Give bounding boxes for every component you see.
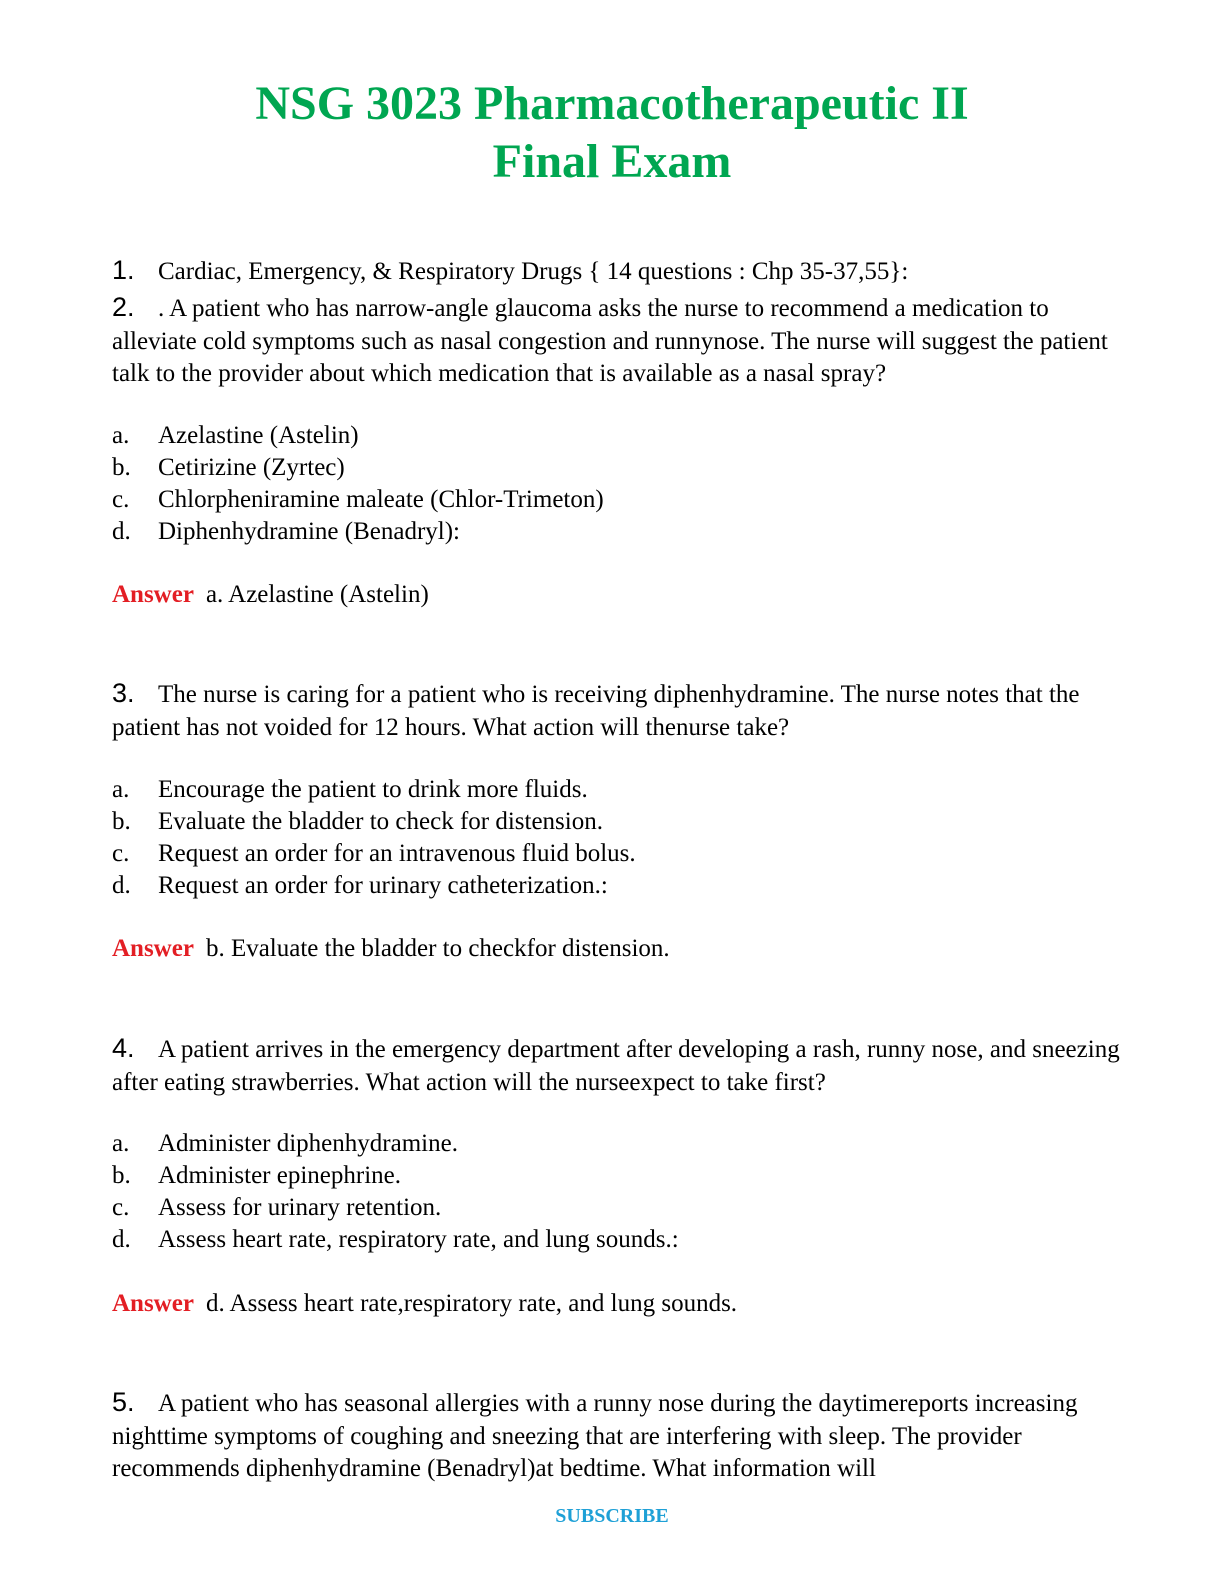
question-number: 3. xyxy=(112,678,135,708)
option-text: Cetirizine (Zyrtec) xyxy=(158,454,345,481)
option-letter: d. xyxy=(112,872,131,899)
option-3b xyxy=(112,806,603,838)
option-4c xyxy=(112,1192,441,1224)
document-title: NSG 3023 Pharmacotherapeutic II xyxy=(255,77,969,130)
answer-label: Answer xyxy=(112,1290,194,1317)
option-letter: a. xyxy=(112,1130,130,1157)
question-5 xyxy=(112,1386,1122,1486)
option-3a xyxy=(112,774,588,806)
question-2 xyxy=(112,291,1122,391)
option-text: Assess for urinary retention. xyxy=(158,1194,442,1221)
option-text: Evaluate the bladder to check for distension. xyxy=(158,808,603,835)
question-text: A patient arrives in the emergency department after developing a rash, runny nose, and sneezing after eating strawberries. What action will the nurseexpect to take first? xyxy=(112,1036,1120,1096)
option-text: Assess heart rate, respiratory rate, and lung sounds.: xyxy=(158,1226,679,1253)
option-text: Chlorpheniramine maleate (Chlor-Trimeton) xyxy=(158,486,604,513)
option-4a xyxy=(112,1128,458,1160)
option-text: Administer epinephrine. xyxy=(158,1162,401,1189)
option-3c xyxy=(112,838,636,870)
answer-4 xyxy=(112,1288,737,1320)
answer-text: a. Azelastine (Astelin) xyxy=(205,581,429,608)
option-4d xyxy=(112,1224,679,1256)
option-text: Encourage the patient to drink more fluids. xyxy=(158,776,588,803)
option-text: Diphenhydramine (Benadryl): xyxy=(158,518,460,545)
option-letter: d. xyxy=(112,518,131,545)
document-subtitle: Final Exam xyxy=(492,135,732,188)
section-heading xyxy=(112,254,1122,289)
option-letter: b. xyxy=(112,808,131,835)
option-text: Administer diphenhydramine. xyxy=(158,1130,458,1157)
question-text: . A patient who has narrow-angle glaucoma asks the nurse to recommend a medication to alleviate cold symptoms such as nasal congestion and runnynose. The nurse will suggest the patient talk to the provider about which medication that is available as a nasal spray? xyxy=(112,295,1108,387)
option-letter: b. xyxy=(112,1162,131,1189)
option-4b xyxy=(112,1160,401,1192)
option-text: Azelastine (Astelin) xyxy=(158,422,359,449)
option-letter: a. xyxy=(112,422,130,449)
question-4 xyxy=(112,1032,1122,1099)
option-letter: c. xyxy=(112,840,130,867)
question-text: A patient who has seasonal allergies with a runny nose during the daytimereports increasing nighttime symptoms of coughing and sneezing that are interfering with sleep. The provider recommends diphenhydramine (Benadryl)at bedtime. What information will xyxy=(112,1390,1078,1482)
question-number: 5. xyxy=(112,1387,135,1417)
option-text: Request an order for urinary catheterization.: xyxy=(158,872,608,899)
option-3d xyxy=(112,870,608,902)
option-2d xyxy=(112,516,460,548)
option-letter: c. xyxy=(112,486,130,513)
answer-2 xyxy=(112,579,429,611)
answer-label: Answer xyxy=(112,581,194,608)
answer-text: b. Evaluate the bladder to checkfor distension. xyxy=(205,935,670,962)
answer-text: d. Assess heart rate,respiratory rate, and lung sounds. xyxy=(205,1290,738,1317)
option-letter: a. xyxy=(112,776,130,803)
question-number: 4. xyxy=(112,1033,135,1063)
section-text: Cardiac, Emergency, & Respiratory Drugs { 14 questions : Chp 35-37,55}: xyxy=(158,258,909,285)
subscribe-link[interactable]: SUBSCRIBE xyxy=(555,1505,669,1527)
option-text: Request an order for an intravenous fluid bolus. xyxy=(158,840,636,867)
answer-label: Answer xyxy=(112,935,194,962)
question-text: The nurse is caring for a patient who is receiving diphenhydramine. The nurse notes that the patient has not voided for 12 hours. What action will thenurse take? xyxy=(112,681,1080,741)
section-number: 1. xyxy=(112,255,135,285)
option-letter: c. xyxy=(112,1194,130,1221)
question-number: 2. xyxy=(112,292,135,322)
answer-3 xyxy=(112,933,670,965)
question-3 xyxy=(112,677,1122,744)
option-2c xyxy=(112,484,604,516)
option-letter: b. xyxy=(112,454,131,481)
option-letter: d. xyxy=(112,1226,131,1253)
option-2a xyxy=(112,420,359,452)
option-2b xyxy=(112,452,345,484)
